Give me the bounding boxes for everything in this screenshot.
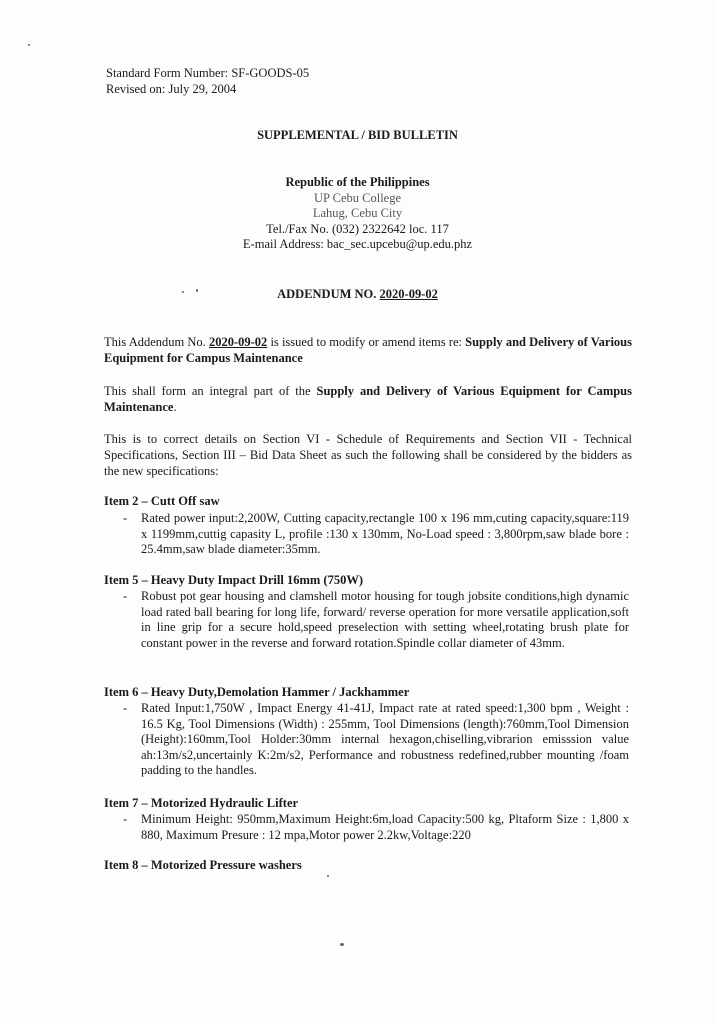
item-description (123, 701, 629, 779)
item-text: Robust pot gear housing and clamshell motor housing for tough jobsite conditions,high dynamic load rated ball bearing for long life, forward/ reverse operation for more versatile application,soft in line grip for a secure hold,speed preselection with setting wheel,rotating brush plate for constant power in the reverse and forward rotation.Spindle collar diameter of 43mm. (141, 589, 629, 650)
scan-speck (340, 943, 344, 946)
scan-speck (182, 291, 184, 293)
intro-text: This shall form an integral part of the (104, 384, 317, 398)
item-text: Rated power input:2,200W, Cutting capacity,rectangle 100 x 196 mm,cuting capacity,square:119 x 1199mm,cuttig capasity L, profile :130 x 130mm, No-Load speed : 3,800rpm,saw blade bore : 25.4mm,saw blade diameter:35mm. (141, 511, 629, 557)
issuer-country: Republic of the Philippines (285, 175, 430, 189)
form-number: Standard Form Number: SF-GOODS-05 (106, 66, 310, 80)
issuer-location: Lahug, Cebu City (312, 206, 403, 220)
intro-text: . (173, 400, 177, 414)
intro-paragraph-1 (104, 334, 632, 366)
bulletin-title: SUPPLEMENTAL / BID BULLETIN (257, 128, 458, 142)
item-title: Item 2 – Cutt Off saw (104, 494, 220, 508)
issuer-college: UP Cebu College (313, 190, 402, 205)
addendum-number: 2020-09-02 (379, 287, 438, 301)
item-description (123, 589, 629, 651)
project-name: Supply and Delivery of Various Equipment for Campus Maintenance (104, 335, 632, 365)
addendum-heading (0, 287, 715, 302)
item-title: Item 6 – Heavy Duty,Demolation Hammer / Jackhammer (104, 685, 410, 699)
item-title: Item 7 – Motorized Hydraulic Lifter (104, 796, 299, 810)
list-dash: - (123, 589, 128, 603)
item-title: Item 8 – Motorized Pressure washers (104, 858, 302, 872)
scan-speck (196, 289, 198, 292)
list-dash: - (123, 701, 128, 715)
addendum-number-ref: 2020-09-02 (208, 335, 268, 349)
addendum-label: ADDENDUM NO. (277, 287, 380, 301)
project-name: Supply and Delivery of Various Equipment for Campus Maintenance (104, 384, 632, 414)
list-dash: - (123, 511, 128, 525)
intro-text: is issued to modify or amend items re: (267, 335, 466, 349)
item-description (123, 511, 629, 558)
issuer-block (0, 175, 715, 253)
list-dash: - (123, 812, 128, 826)
issuer-phone: Tel./Fax No. (032) 2322642 loc. 117 (266, 221, 449, 236)
issuer-email: E-mail Address: bac_sec.upcebu@up.edu.phz (242, 237, 473, 251)
item-description (123, 812, 629, 843)
scan-speck (327, 875, 329, 877)
item-text: Rated Input:1,750W , Impact Energy 41-41J, Impact rate at rated speed:1,300 bpm , Weight : 16.5 Kg, Tool Dimensions (Width) : 255mm, Tool Dimensions (length):760mm,Tool Dimension (Height):160mm,Tool Holder:30mm internal hexagon,chiselling,vibrarion emisssion value ah:13m/s2,uncertainly K:2m/s2, Performance and robustness redefined,rubber mounting /foam padding to the handles. (141, 701, 629, 778)
form-info (106, 65, 309, 97)
item-title: Item 5 – Heavy Duty Impact Drill 16mm (750W) (104, 573, 363, 587)
revised-date: Revised on: July 29, 2004 (106, 82, 237, 96)
intro-paragraph-3: This is to correct details on Section VI - Schedule of Requirements and Section VII - Technical Specifications, Section III – Bid Data Sheet as such the following shall be considered by the bidders as the new specifications: (104, 432, 632, 478)
intro-paragraph-2 (104, 383, 632, 415)
scan-speck (28, 44, 30, 46)
item-text: Minimum Height: 950mm,Maximum Height:6m,load Capacity:500 kg, Pltaform Size : 1,800 x 880, Maximum Presure : 12 mpa,Motor power 2.2kw,Voltage:220 (141, 812, 629, 842)
intro-text: This Addendum No. (104, 335, 209, 349)
